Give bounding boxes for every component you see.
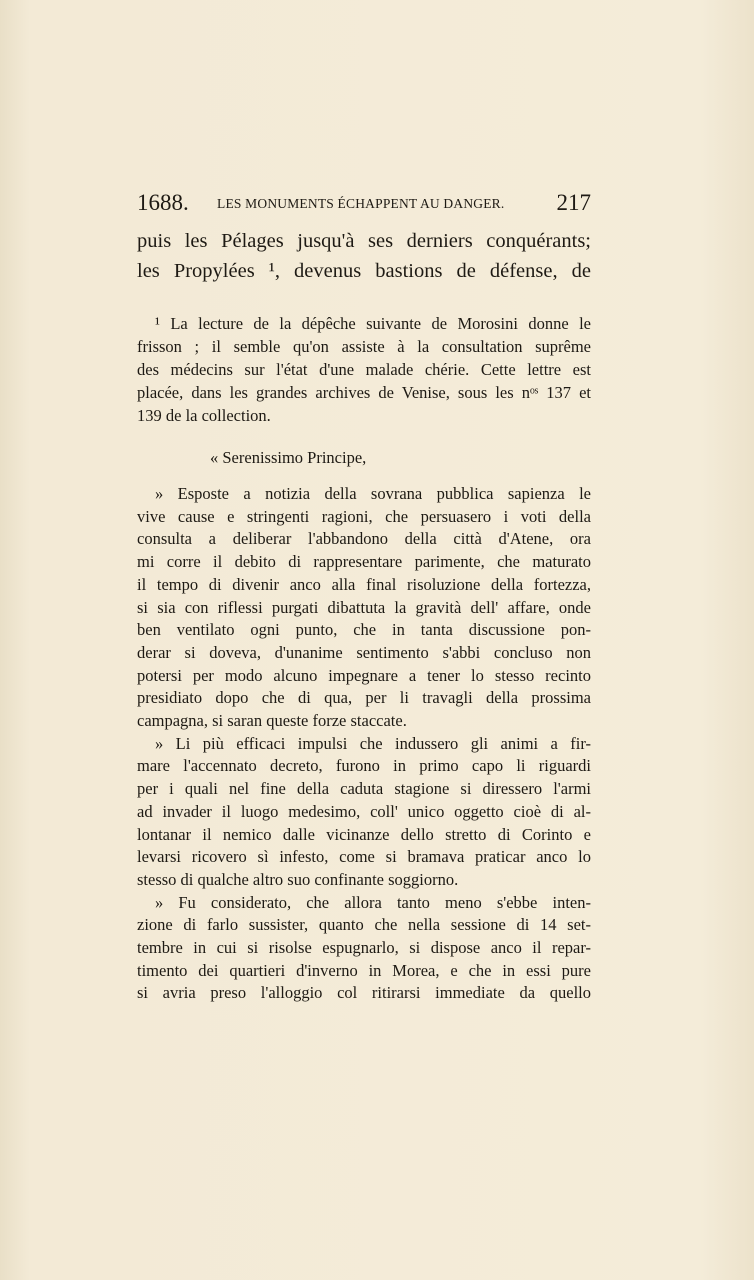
body-line: puis les Pélages jusqu'à ses derniers conquérants;	[137, 230, 591, 252]
letter-line: derar si doveva, d'unanime sentimento s'abbi concluso non	[137, 642, 591, 662]
letter-line: tembre in cui si risolse espugnarlo, si dispose anco il repar-	[137, 938, 591, 958]
letter-line: presidiato dopo che di qua, per li travagli della prossima	[137, 688, 591, 708]
letter-line: zione di farlo sussister, quanto che nella sessione di 14 set-	[137, 915, 591, 935]
footnote	[137, 312, 591, 427]
letter-line: levarsi ricovero sì infesto, come si bramava praticar anco lo	[137, 847, 591, 867]
footnote-line: frisson ; il semble qu'on assiste à la consultation suprême	[137, 337, 591, 356]
letter-line: il tempo di divenir anco alla final risoluzione della fortezza,	[137, 574, 591, 594]
letter-line: » Esposte a notizia della sovrana pubblica sapienza le	[155, 484, 591, 503]
letter-line: per i quali nel fine della caduta stagione si diressero l'armi	[137, 779, 591, 799]
letter-line: campagna, si saran queste forze staccate.	[137, 711, 407, 731]
letter-line: » Li più efficaci impulsi che indussero gli animi a fir-	[155, 733, 591, 753]
letter-line: vive cause e stringenti ragioni, che persuasero i voti della	[137, 506, 591, 526]
footnote-line: ¹ La lecture de la dépêche suivante de Morosini donne le	[155, 314, 591, 333]
letter-line: mi corre il debito di rappresentare parimente, che maturato	[137, 552, 591, 572]
running-title: LES MONUMENTS ÉCHAPPENT AU DANGER.	[217, 196, 505, 211]
letter-salutation: « Serenissimo Principe,	[210, 448, 367, 467]
letter-line: timento dei quartieri d'inverno in Morea, e che in essi pure	[137, 960, 591, 980]
footnote-line: 139 de la collection.	[137, 406, 271, 425]
page-number: 217	[556, 190, 591, 215]
letter-line: si sia con riflessi purgati dibattuta la gravità dell' affare, onde	[137, 597, 591, 617]
body-line: les Propylées ¹, devenus bastions de défense, de	[137, 260, 591, 282]
letter-line: » Fu considerato, che allora tanto meno s'ebbe inten-	[155, 892, 591, 912]
letter-line: mare l'accennato decreto, furono in primo capo li riguardi	[137, 756, 591, 776]
quoted-letter	[137, 483, 591, 1005]
footnote-line: placée, dans les grandes archives de Venise, sous les nᵒˢ 137 et	[137, 383, 591, 402]
letter-line: stesso di qualche altro suo confinante soggiorno.	[137, 869, 459, 889]
header-year: 1688.	[137, 190, 189, 215]
main-text	[137, 226, 591, 286]
letter-line: ad invader il luogo medesimo, coll' unico oggetto cioè di al-	[137, 801, 591, 821]
running-header	[137, 190, 591, 220]
letter-line: si avria preso l'alloggio col ritirarsi immediate da quello	[137, 983, 591, 1003]
footnote-line: des médecins sur l'état d'une malade chérie. Cette lettre est	[137, 360, 591, 379]
letter-line: consulta a deliberar l'abbandono della città d'Atene, ora	[137, 529, 591, 549]
letter-line: ben ventilato ogni punto, che in tanta discussione pon-	[137, 620, 591, 640]
letter-line: potersi per modo alcuno impegnare a tener lo stesso recinto	[137, 665, 591, 685]
letter-line: lontanar il nemico dalle vicinanze dello stretto di Corinto e	[137, 824, 591, 844]
